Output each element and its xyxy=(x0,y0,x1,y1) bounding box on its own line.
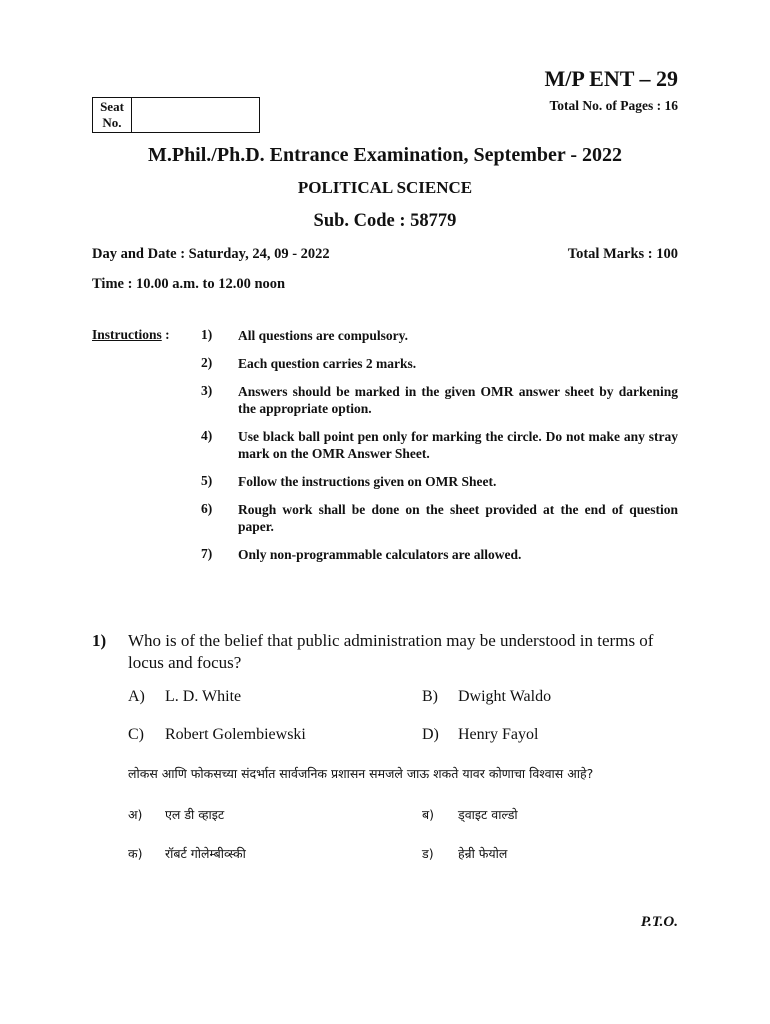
marathi-option-text-a: एल डी व्हाइट xyxy=(165,807,225,822)
question-text: Who is of the belief that public administration may be understood in terms of locus and focus? xyxy=(128,631,654,672)
seat-label-line2: No. xyxy=(102,115,122,130)
instruction-text: Follow the instructions given on OMR Sheet. xyxy=(238,474,497,489)
subject-code: Sub. Code : 58779 xyxy=(313,211,457,231)
option-key-c: C) xyxy=(128,726,144,743)
option-key-b: B) xyxy=(422,688,438,705)
instruction-text: Rough work shall be done on the sheet provided at the end of question paper. xyxy=(238,502,678,534)
instruction-text: Only non-programmable calculators are allowed. xyxy=(238,547,522,562)
day-and-date: Day and Date : Saturday, 24, 09 - 2022 xyxy=(92,246,330,262)
exam-title: M.Phil./Ph.D. Entrance Examination, September - 2022 xyxy=(147,144,623,166)
option-text-d: Henry Fayol xyxy=(458,726,539,743)
seat-label-line1: Seat xyxy=(100,99,124,114)
marathi-option-key-c: क) xyxy=(128,846,143,861)
exam-time: Time : 10.00 a.m. to 12.00 noon xyxy=(92,276,286,292)
marathi-option-text-b: ड्वाइट वाल्डो xyxy=(458,807,518,822)
option-key-d: D) xyxy=(422,726,439,743)
instruction-number: 7) xyxy=(201,546,213,561)
instructions-label: Instructions : xyxy=(92,327,170,342)
total-pages: Total No. of Pages : 16 xyxy=(549,98,678,113)
marathi-option-text-c: रॉबर्ट गोलेम्बीव्स्की xyxy=(165,846,246,861)
instruction-number: 2) xyxy=(201,355,213,370)
please-turn-over: P.T.O. xyxy=(640,914,678,930)
instruction-number: 3) xyxy=(201,383,213,398)
instruction-text: All questions are compulsory. xyxy=(238,328,409,343)
instruction-text: Use black ball point pen only for marking the circle. Do not make any stray mark on the OMR Answer Sheet. xyxy=(238,429,678,461)
subject-name: POLITICAL SCIENCE xyxy=(297,178,473,197)
marathi-option-key-b: ब) xyxy=(422,807,435,822)
exam-code: M/P ENT – 29 xyxy=(544,66,678,91)
marathi-option-text-d: हेन्री फेयोल xyxy=(458,846,508,861)
question-number: 1) xyxy=(92,631,107,650)
seat-number-field xyxy=(132,98,259,132)
option-text-a: L. D. White xyxy=(165,688,242,705)
instruction-number: 4) xyxy=(201,428,213,443)
instruction-number: 6) xyxy=(201,501,213,516)
marathi-option-key-a: अ) xyxy=(128,807,143,822)
instruction-text: Answers should be marked in the given OMR answer sheet by darkening the appropriate option. xyxy=(238,384,678,416)
option-text-c: Robert Golembiewski xyxy=(165,726,306,743)
option-text-b: Dwight Waldo xyxy=(458,688,552,705)
option-key-a: A) xyxy=(128,688,145,705)
instruction-text: Each question carries 2 marks. xyxy=(238,356,417,371)
instruction-number: 1) xyxy=(201,327,213,342)
marathi-option-key-d: ड) xyxy=(422,846,434,861)
instruction-number: 5) xyxy=(201,473,213,488)
seat-number-box xyxy=(92,97,260,133)
total-marks: Total Marks : 100 xyxy=(567,246,678,262)
marathi-question-text: लोकस आणि फोकसच्या संदर्भात सार्वजनिक प्रशासन समजले जाऊ शकते यावर कोणाचा विश्वास आहे? xyxy=(128,766,594,781)
seat-label xyxy=(93,98,132,132)
